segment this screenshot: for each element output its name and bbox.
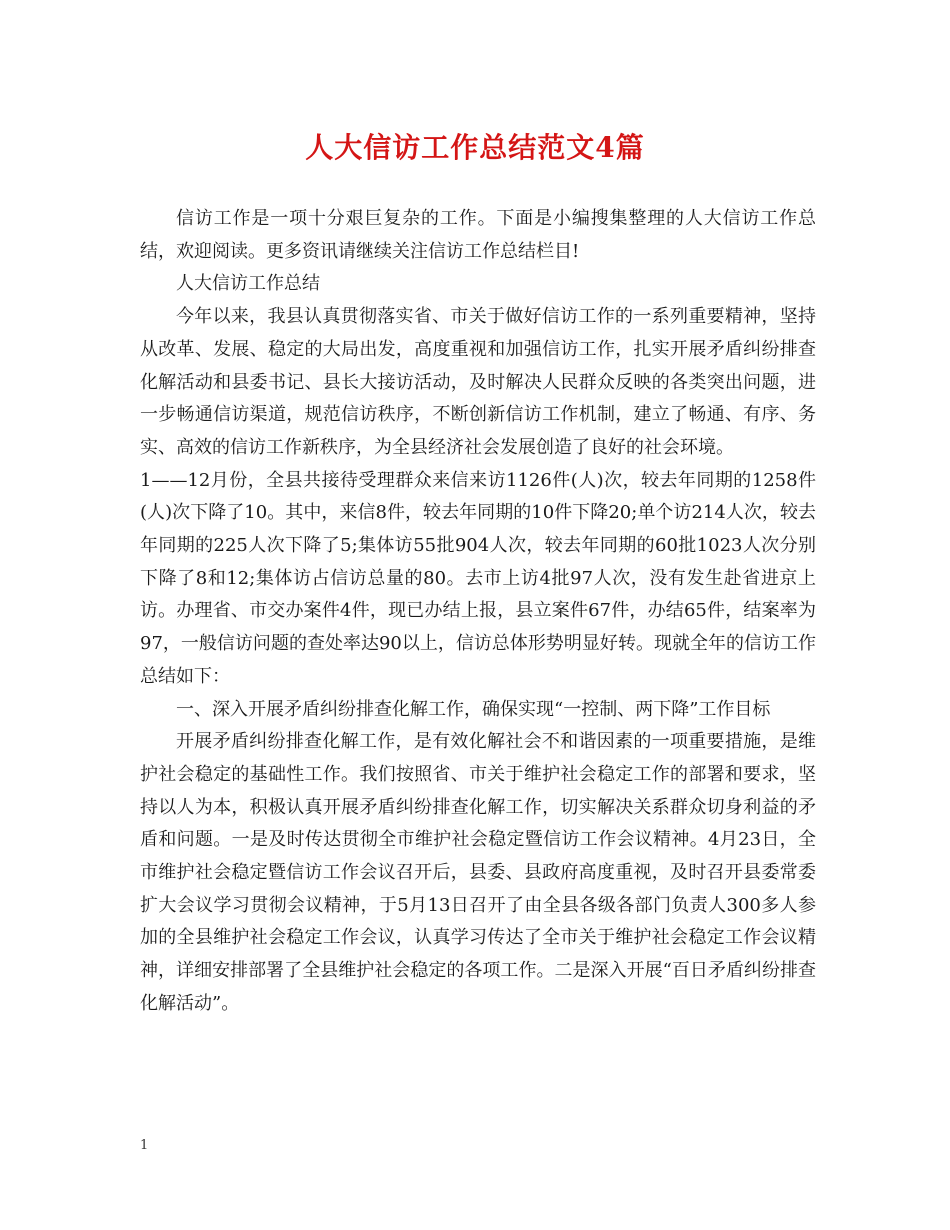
subsection-heading-1: 一、深入开展矛盾纠纷排查化解工作，确保实现“一控制、两下降”工作目标 [176, 698, 771, 720]
section-heading: 人大信访工作总结 [176, 273, 320, 295]
body-paragraph-measures: 开展矛盾纠纷排查化解工作，是有效化解社会不和谐因素的一项重要措施，是维护社会稳定的基础性工作。我们按照省、市关于维护社会稳定工作的部署和要求，坚持以人为本，积极认真开展矛盾纠纷排查化解工作，切实解决关系群众切身利益的矛盾和问题。一是及时传达贯彻全市维护社会稳定暨信访工作会议精神。4月23日，全市维护社会稳定暨信访工作会议召开后，县委、县政府高度重视，及时召开县委常委扩大会议学习贯彻会议精神，于5月13日召开了由全县各级各部门负责人300多人参加的全县维护社会稳定工作会议，认真学习传达了全市关于维护社会稳定工作会议精神，详细安排部署了全县维护社会稳定的各项工作。二是深入开展“百日矛盾纠纷排查化解活动”。 [140, 731, 816, 1014]
page-number: 1 [140, 1138, 149, 1153]
intro-paragraph: 信访工作是一项十分艰巨复杂的工作。下面是小编搜集整理的人大信访工作总结，欢迎阅读。更多资讯请继续关注信访工作总结栏目! [140, 208, 816, 262]
body-paragraph-overview: 今年以来，我县认真贯彻落实省、市关于做好信访工作的一系列重要精神，坚持从改革、发展、稳定的大局出发，高度重视和加强信访工作，扎实开展矛盾纠纷排查化解活动和县委书记、县长大接访活动，及时解决人民群众反映的各类突出问题，进一步畅通信访渠道，规范信访秩序，不断创新信访工作机制，建立了畅通、有序、务实、高效的信访工作新秩序，为全县经济社会发展创造了良好的社会环境。 [140, 306, 816, 458]
document-body [140, 203, 816, 1021]
document-title: 人大信访工作总结范文4篇 [305, 131, 645, 164]
body-paragraph-statistics: 1——12月份，全县共接待受理群众来信来访1126件(人)次，较去年同期的1258件(人)次下降了10。其中，来信8件，较去年同期的10件下降20;单个访214人次，较去年同期的225人次下降了5;集体访55批904人次，较去年同期的60批1023人次分别下降了8和12;集体访占信访总量的80。去市上访4批97人次，没有发生赴省进京上访。办理省、市交办案件4件，现已办结上报，县立案件67件，办结65件，结案率为97，一般信访问题的查处率达90以上，信访总体形势明显好转。现就全年的信访工作总结如下： [140, 469, 817, 687]
